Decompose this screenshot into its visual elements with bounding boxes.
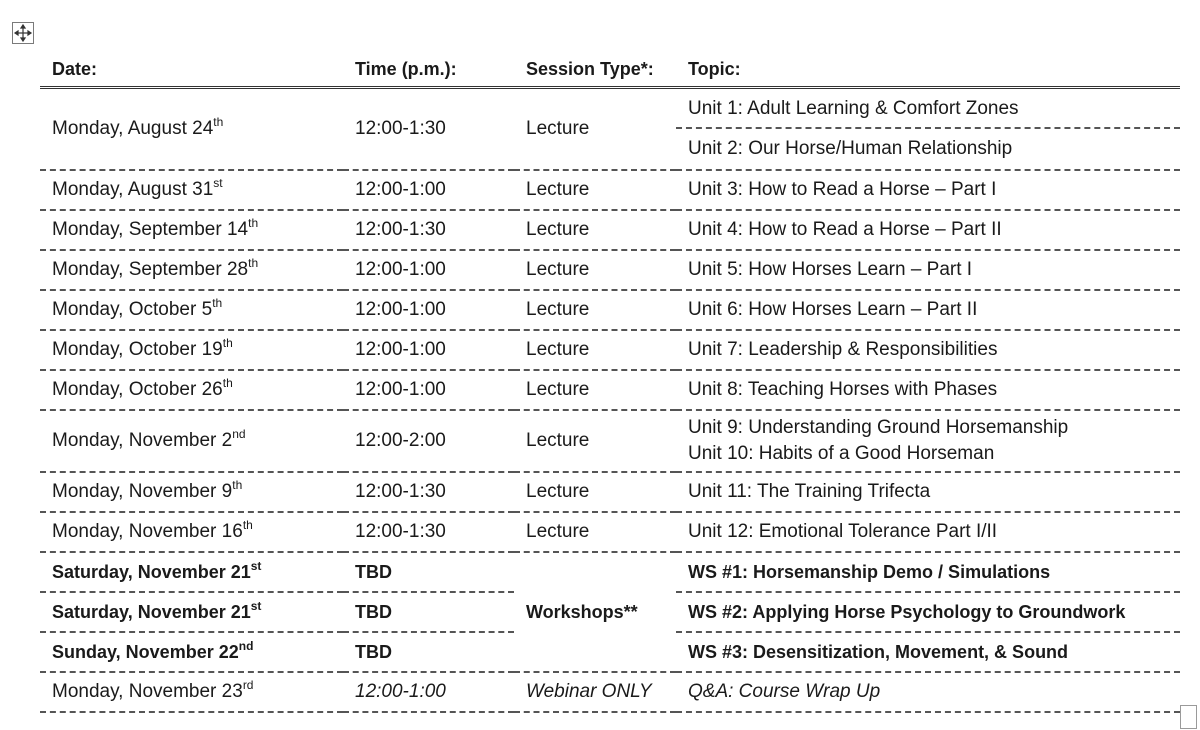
session-type-cell: Lecture [514,88,676,171]
time-cell: 12:00-2:00 [343,410,514,472]
topic-cell: Unit 9: Understanding Ground Horsemanship Unit 10: Habits of a Good Horseman [676,410,1180,472]
table-resize-handle[interactable] [1180,705,1197,729]
header-date: Date: [40,52,343,88]
topic-cell: Unit 4: How to Read a Horse – Part II [676,210,1180,250]
session-type-cell: Webinar ONLY [514,672,676,712]
time-cell: 12:00-1:00 [343,290,514,330]
time-cell: TBD [343,632,514,672]
topic-cell: Unit 3: How to Read a Horse – Part I [676,170,1180,210]
date-cell: Monday, September 28th [40,250,343,290]
table-header-row [40,52,1180,88]
topic-cell: Unit 5: How Horses Learn – Part I [676,250,1180,290]
table-row [40,290,1180,330]
session-type-cell: Lecture [514,512,676,552]
table-row [40,330,1180,370]
time-cell: 12:00-1:00 [343,250,514,290]
time-cell: 12:00-1:30 [343,512,514,552]
session-type-cell: Lecture [514,330,676,370]
table-row [40,552,1180,592]
time-cell: 12:00-1:00 [343,370,514,410]
time-cell: TBD [343,552,514,592]
table-row [40,370,1180,410]
time-cell: TBD [343,592,514,632]
table-row [40,672,1180,712]
topic-cell: Unit 1: Adult Learning & Comfort Zones Unit 2: Our Horse/Human Relationship [676,88,1180,171]
topic-cell: Unit 6: How Horses Learn – Part II [676,290,1180,330]
table-row [40,410,1180,472]
time-cell: 12:00-1:00 [343,672,514,712]
schedule-table [40,52,1180,713]
header-time: Time (p.m.): [343,52,514,88]
date-cell: Monday, November 9th [40,472,343,512]
date-cell: Sunday, November 22nd [40,632,343,672]
topic-cell: Unit 7: Leadership & Responsibilities [676,330,1180,370]
topic-cell: Unit 12: Emotional Tolerance Part I/II [676,512,1180,552]
time-cell: 12:00-1:30 [343,88,514,171]
topic-cell: WS #2: Applying Horse Psychology to Groundwork [676,592,1180,632]
table-row [40,250,1180,290]
topic-cell: WS #3: Desensitization, Movement, & Sound [676,632,1180,672]
time-cell: 12:00-1:00 [343,330,514,370]
table-row [40,210,1180,250]
date-cell: Monday, October 19th [40,330,343,370]
header-session-type: Session Type*: [514,52,676,88]
session-type-cell: Lecture [514,210,676,250]
date-cell: Monday, November 2nd [40,410,343,472]
time-cell: 12:00-1:30 [343,210,514,250]
date-cell: Monday, November 16th [40,512,343,552]
table-row [40,170,1180,210]
time-cell: 12:00-1:30 [343,472,514,512]
session-type-cell: Lecture [514,290,676,330]
time-cell: 12:00-1:00 [343,170,514,210]
session-type-cell: Lecture [514,472,676,512]
session-type-cell: Lecture [514,170,676,210]
date-cell: Saturday, November 21st [40,592,343,632]
date-cell: Monday, October 5th [40,290,343,330]
table-row [40,472,1180,512]
date-cell: Monday, August 24th [40,88,343,171]
header-topic: Topic: [676,52,1180,88]
topic-cell: Q&A: Course Wrap Up [676,672,1180,712]
date-cell: Monday, September 14th [40,210,343,250]
date-cell: Saturday, November 21st [40,552,343,592]
table-row [40,88,1180,171]
date-cell: Monday, August 31st [40,170,343,210]
session-type-cell: Lecture [514,410,676,472]
date-cell: Monday, November 23rd [40,672,343,712]
date-cell: Monday, October 26th [40,370,343,410]
session-type-cell: Lecture [514,370,676,410]
session-type-cell: Lecture [514,250,676,290]
topic-cell: WS #1: Horsemanship Demo / Simulations [676,552,1180,592]
topic-cell: Unit 8: Teaching Horses with Phases [676,370,1180,410]
topic-cell: Unit 11: The Training Trifecta [676,472,1180,512]
table-move-handle-icon[interactable] [12,22,34,44]
table-row [40,512,1180,552]
session-type-cell: Workshops** [514,552,676,672]
